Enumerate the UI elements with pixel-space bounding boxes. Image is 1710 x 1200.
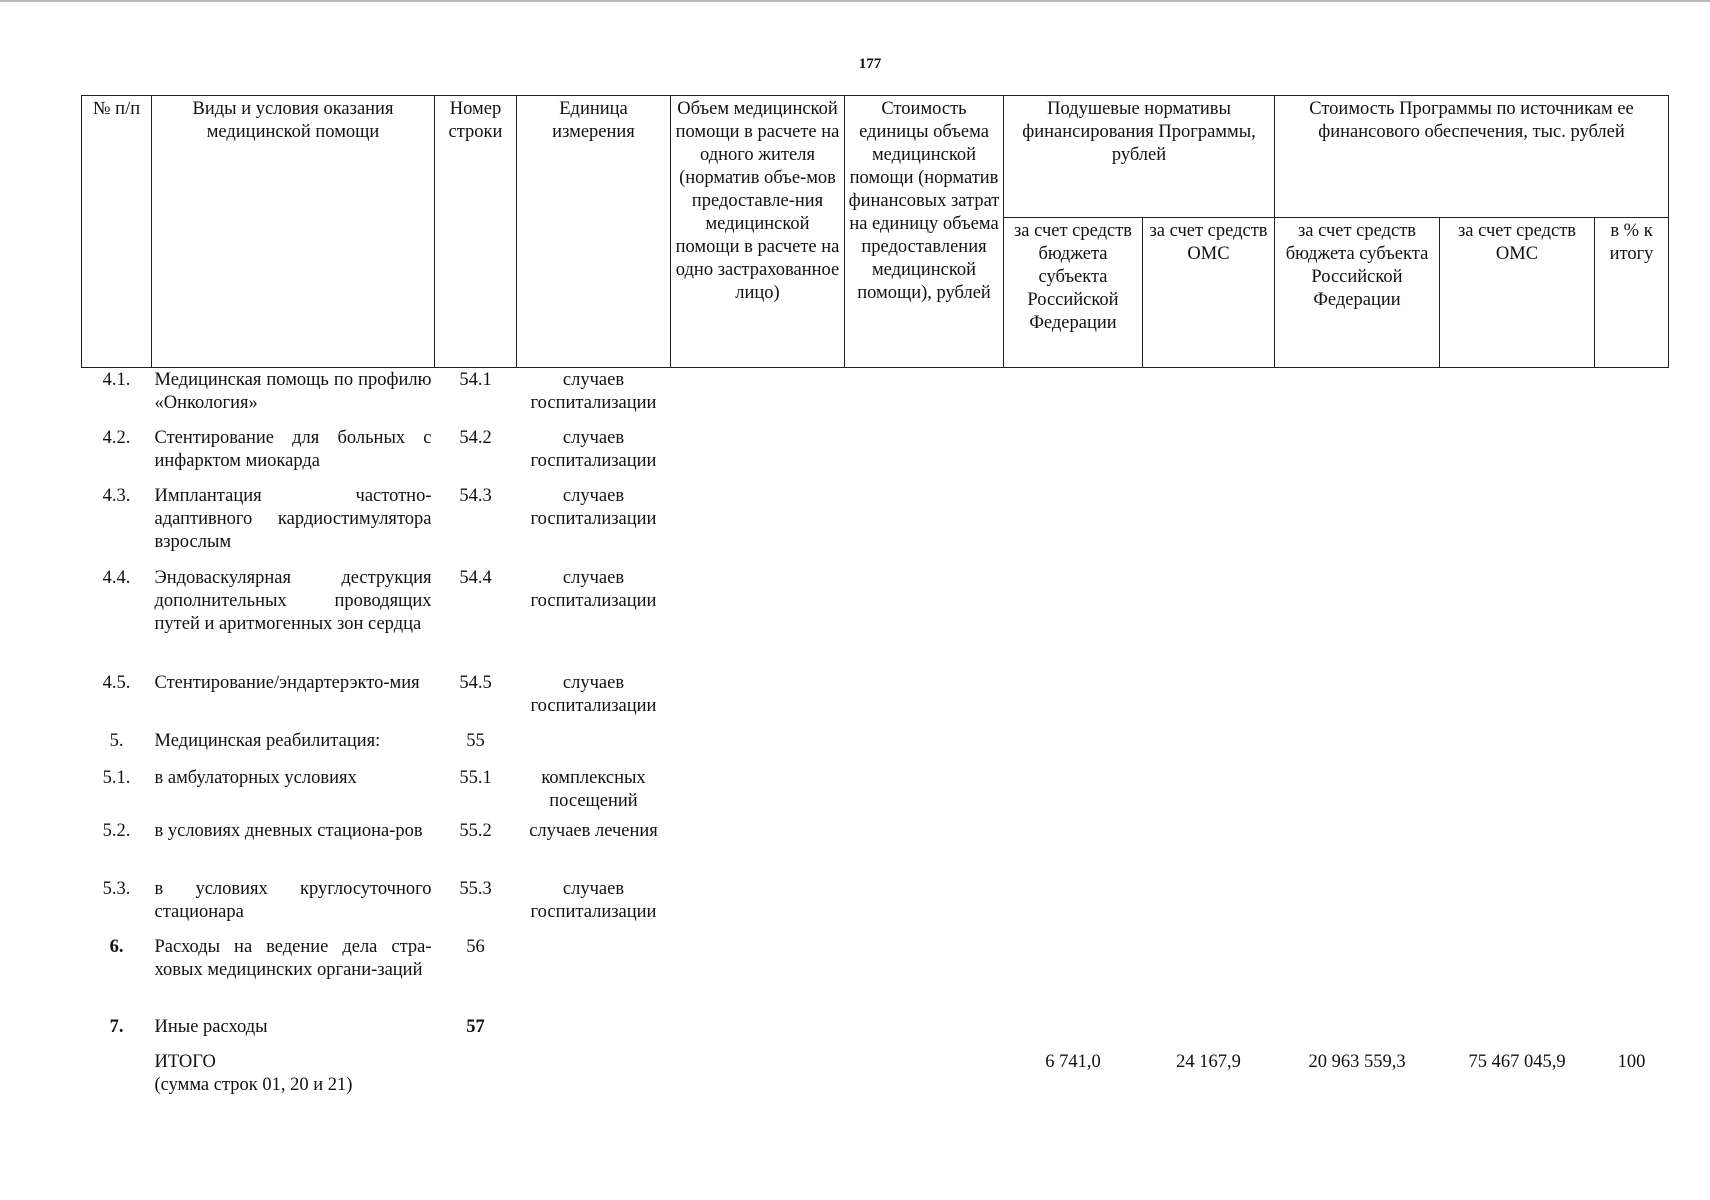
header-code: Номер строки: [435, 96, 517, 368]
row-unit: случаев госпитализации: [530, 878, 657, 922]
row-num: 4.2.: [102, 427, 131, 448]
row-num: 7.: [109, 1016, 124, 1037]
header-sub-prog-oms: за счет средств ОМС: [1440, 218, 1595, 368]
row-name: Эндоваскулярная деструкция дополнительных проводящих путей и аритмогенных зон сердца: [154, 567, 432, 634]
row-unit: [517, 1015, 671, 1050]
row-name: в амбулаторных условиях: [154, 767, 357, 788]
row-num: 4.1.: [102, 370, 131, 390]
row-name: Медицинская помощь по профилю «Онкология»: [154, 370, 432, 413]
row-num: 5.: [109, 730, 124, 751]
row-unit: комплексных посещений: [541, 767, 646, 811]
header-num: № п/п: [82, 96, 152, 368]
total-sublabel: (сумма строк 01, 20 и 21): [154, 1074, 353, 1095]
table-row: [82, 484, 1669, 566]
table-row: [82, 671, 1669, 729]
row-code: 54.1: [459, 370, 492, 390]
header-unit: Единица измерения: [517, 96, 671, 368]
row-unit: случаев госпитализации: [530, 370, 657, 413]
row-unit: случаев госпитализации: [530, 485, 657, 529]
row-unit: случаев госпитализации: [530, 427, 657, 471]
header-sub-oms: за счет средств ОМС: [1143, 218, 1275, 368]
table-row: [82, 935, 1669, 1015]
row-code: 55.1: [459, 767, 492, 788]
financing-table: [81, 95, 1669, 1100]
header-sub-budget: за счет средств бюджета субъекта Российской Федерации: [1004, 218, 1143, 368]
total-oms-percapita: 24 167,9: [1176, 1051, 1241, 1072]
total-budget-program: 20 963 559,3: [1308, 1051, 1406, 1072]
total-row: [82, 1050, 1669, 1100]
row-name: Медицинская реабилитация:: [154, 730, 381, 751]
total-label: ИТОГО: [154, 1051, 216, 1072]
row-unit: случаев госпитализации: [530, 567, 657, 611]
total-label-cell: [152, 1050, 435, 1100]
row-unit: случаев лечения: [529, 820, 658, 841]
row-num: 6.: [109, 936, 124, 957]
row-num: 4.3.: [102, 485, 131, 506]
total-oms-program: 75 467 045,9: [1468, 1051, 1566, 1072]
header-sub-prog-budget: за счет средств бюджета субъекта Российской Федерации: [1275, 218, 1440, 368]
row-name: Иные расходы: [154, 1016, 268, 1037]
row-num: 5.3.: [102, 878, 131, 899]
row-code: 54.4: [459, 567, 492, 588]
header-name: Виды и условия оказания медицинской помощи: [152, 96, 435, 368]
row-name: в условиях круглосуточного стационара: [154, 878, 432, 922]
header-volume: Объем медицинской помощи в расчете на одного жителя (норматив объе-мов предоставле-ния медицинской помощи в расчете на одно застрахованное лицо): [671, 96, 845, 368]
header-cost: Стоимость единицы объема медицинской помощи (норматив финансовых затрат на единицу объема предоставления медицинской помощи), рублей: [845, 96, 1004, 368]
row-code: 55.3: [459, 878, 492, 899]
table-row: [82, 368, 1669, 426]
table-row: [82, 729, 1669, 766]
table-row: [82, 877, 1669, 935]
row-code: 54.3: [459, 485, 492, 506]
row-code: 54.2: [459, 427, 492, 448]
header-sub-percent: в % к итогу: [1595, 218, 1669, 368]
row-num: 5.1.: [102, 767, 131, 788]
row-code: 57: [466, 1016, 485, 1037]
scan-edge: [0, 0, 1710, 2]
row-unit: [517, 729, 671, 766]
page-number: 177: [858, 56, 882, 72]
row-num: 4.4.: [102, 567, 131, 588]
row-unit: [517, 935, 671, 1015]
header-group-percapita: Подушевые нормативы финансирования Программы, рублей: [1004, 96, 1275, 218]
row-num: 5.2.: [102, 820, 131, 841]
row-unit: случаев госпитализации: [530, 672, 657, 716]
table-row: [82, 566, 1669, 671]
row-name: Стентирование для больных с инфарктом миокарда: [154, 427, 432, 471]
row-name: Стентирование/эндартерэкто-мия: [154, 672, 420, 693]
row-code: 55: [466, 730, 485, 751]
row-code: 56: [466, 936, 485, 957]
table-row: [82, 819, 1669, 877]
row-num: 4.5.: [102, 672, 131, 693]
total-percent: 100: [1617, 1051, 1646, 1072]
row-name: в условиях дневных стациона-ров: [154, 820, 423, 841]
table-row: [82, 766, 1669, 819]
header-group-program: Стоимость Программы по источникам ее финансового обеспечения, тыс. рублей: [1275, 96, 1669, 218]
row-name: Имплантация частотно-адаптивного кардиостимулятора взрослым: [154, 485, 432, 552]
table-row: [82, 1015, 1669, 1050]
row-code: 54.5: [459, 672, 492, 693]
table-row: [82, 426, 1669, 484]
row-code: 55.2: [459, 820, 492, 841]
total-budget-percapita: 6 741,0: [1045, 1051, 1101, 1072]
row-name: Расходы на ведение дела стра-ховых медицинских органи-заций: [154, 936, 432, 980]
